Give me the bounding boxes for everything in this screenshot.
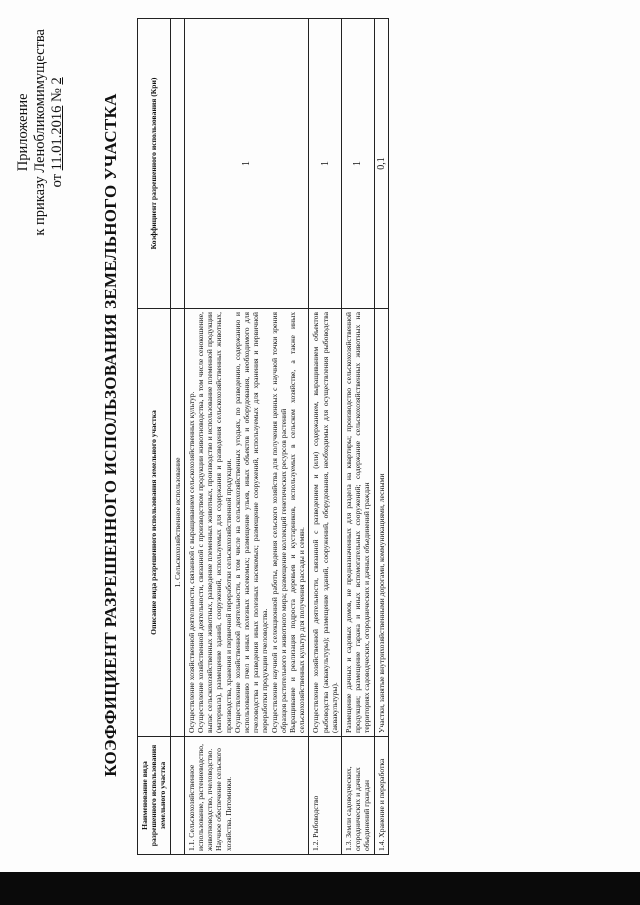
section-title: 1. Сельскохозяйственное использование [170,309,184,737]
description-paragraph: Осуществление научной и селекционной работы, ведения сельского хозяйства для получения ценных с научной точки зрения образцов растительного и животного мира; размещение коллекций генетических ресурсов растений [269,312,288,733]
table-header-row [138,19,171,855]
table-row [342,19,375,855]
table-row [309,19,342,855]
description-paragraph: Размещение дачных и садовых домов, не предназначенных для раздела на квартиры; производство сельскохозяйственной продукции; размещение гаража и иных вспомогательных сооружений; содержание сельскохозяйственных животных на территориях садоводческих, огороднических и дачных объединений граждан [344,312,372,733]
row-name: 1.1. Сельскохозяйственное использование, растениеводство, животноводство, пчеловодство. Научное обеспечение сельского хозяйства. Питомники. [184,737,309,855]
header-coefficient: Коэффициент разрешенного использования (Кри) [138,19,171,309]
order-number: 2 [49,77,65,85]
date-prefix: от [49,170,65,188]
row-description [184,309,309,737]
description-paragraph: Осуществление хозяйственной деятельности, связанной с производством продукции животноводства, в том числе сенокошение, выпас сельскохозяйственных животных, разведение племенных животных, производство и использование племенной продукции (материала), размещение зданий, сооружений, используемых для содержания и разведения сельскохозяйственных животных, производства, хранения и первичной переработки сельскохозяйственной продукции. [196,312,233,733]
row-coefficient: 1 [184,19,309,309]
description-paragraph: Участки, занятые внутрихозяйственными дорогами, коммуникациями, лесными [376,473,386,733]
row-coefficient: 0,1 [374,19,388,309]
rotated-document-page [5,5,635,865]
document-title: КОЭФФИЦИЕНТ РАЗРЕШЕННОГО ИСПОЛЬЗОВАНИЯ ЗЕМЕЛЬНОГО УЧАСТКА [101,93,120,777]
appendix-label: Приложение [15,93,31,172]
description-paragraph: Осуществление хозяйственной деятельности, в том числе на сельскохозяйственных угодьях, по разведению, содержанию и использованию пчел и иных полезных насекомых; размещение ульев, иных объектов и оборудования, необходимого для пчеловодства и разведения иных полезных насекомых; размещение сооружений, используемых для хранения и первичной переработки продукции пчеловодства. [232,312,270,733]
description-paragraph: Выращивание и реализация подроста деревьев и кустарников, используемых в сельском хозяйстве, а также иных сельскохозяйственных культур для получения рассады и семян. [288,312,307,733]
table-row [184,19,309,855]
table-row [374,19,388,855]
description-paragraph: Осуществление хозяйственной деятельности, связанной с разведением и (или) содержанием, выращиванием объектов рыбоводства (аквакультуры); размещение зданий, сооружений, оборудования, необходимых для осуществления рыбоводства (аквакультуры). [311,312,339,733]
scanner-bottom-border [0,872,640,905]
order-date: 11.01.2016 [49,105,65,171]
order-reference: к приказу Ленобликомимущества [32,29,48,236]
number-prefix: № [49,84,65,106]
section-empty-cell [170,737,184,855]
row-description [309,309,342,737]
order-date-line [49,29,66,236]
header-name: Наименование вида разрешенного использования земельного участка [138,737,171,855]
section-row [170,19,184,855]
row-coefficient: 1 [342,19,375,309]
row-coefficient: 1 [309,19,342,309]
row-description [374,309,388,737]
description-paragraph: Осуществление хозяйственной деятельности, связанной с выращиванием сельскохозяйственных культур. [186,391,196,733]
header-description: Описание вида разрешенного использования земельного участка [138,309,171,737]
row-name: 1.2. Рыбоводство [309,737,342,855]
row-name: 1.4. Хранение и переработка [374,737,388,855]
appendix-header [15,29,66,236]
section-empty-cell [170,19,184,309]
row-name: 1.3. Земли садоводческих, огороднических и дачных объединений граждан [342,737,375,855]
row-description [342,309,375,737]
coefficient-table [137,18,389,855]
